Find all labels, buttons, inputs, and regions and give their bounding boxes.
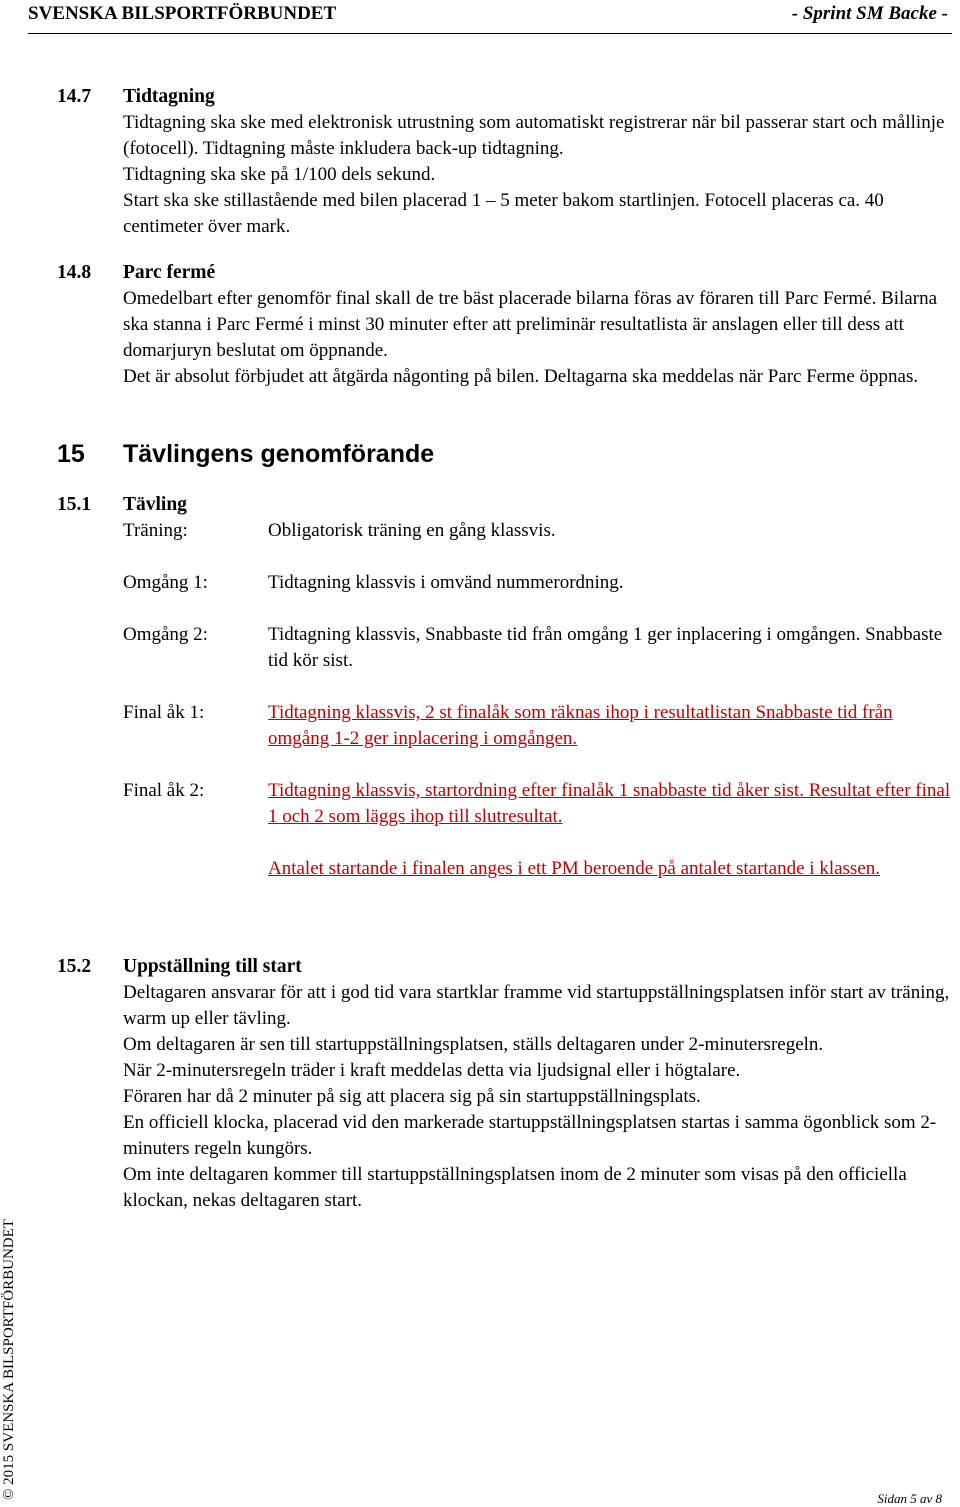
row-label: Final åk 1: — [123, 702, 205, 723]
section-title: Tävling — [123, 494, 187, 515]
paragraph: Föraren har då 2 minuter på sig att placera sig på sin startuppställningsplats. — [123, 1086, 701, 1107]
section-number: 15.2 — [57, 956, 92, 977]
paragraph: Tidtagning ska ske med elektronisk utrustning som automatiskt registrerar när bil passerar start och mållinje (fotocell). Tidtagning måste inkludera back-up tidtagning. — [123, 112, 945, 159]
row-text: Tidtagning klassvis, Snabbaste tid från omgång 1 ger inplacering i omgången. Snabbaste tid kör sist. — [268, 624, 943, 671]
section-number: 15.1 — [57, 494, 92, 515]
section-number: 14.8 — [57, 262, 92, 283]
page-number: Sidan 5 av 8 — [877, 1491, 942, 1506]
copyright-side-note: © 2015 SVENSKA BILSPORTFÖRBUNDET — [1, 1219, 17, 1500]
row-text-revised: Tidtagning klassvis, 2 st finalåk som räknas ihop i resultatlistan Snabbaste tid från omgång 1-2 ger inplacering i omgången. — [268, 702, 893, 749]
section-14-7-body — [123, 110, 953, 240]
paragraph: Start ska ske stillastående med bilen placerad 1 – 5 meter bakom startlinjen. Fotocell placeras ca. 40 centimeter över mark. — [123, 190, 884, 237]
note-text-revised: Antalet startande i finalen anges i ett PM beroende på antalet startande i klassen. — [268, 858, 881, 879]
paragraph: Det är absolut förbjudet att åtgärda någonting på bilen. Deltagarna ska meddelas när Parc Ferme öppnas. — [123, 366, 919, 387]
header-divider — [28, 33, 952, 34]
section-15-2-body — [123, 980, 953, 1214]
chapter-title: Tävlingens genomförande — [123, 440, 435, 468]
row-text: Obligatorisk träning en gång klassvis. — [268, 520, 556, 541]
section-title: Uppställning till start — [123, 956, 302, 977]
section-title: Parc fermé — [123, 262, 216, 283]
paragraph: Om deltagaren är sen till startuppställningsplatsen, ställs deltagaren under 2-minutersregeln. — [123, 1034, 824, 1055]
section-number: 14.7 — [57, 86, 92, 107]
row-label: Final åk 2: — [123, 780, 205, 801]
header-organization: SVENSKA BILSPORTFÖRBUNDET — [28, 3, 337, 24]
row-label: Träning: — [123, 520, 188, 541]
row-label: Omgång 1: — [123, 572, 208, 593]
paragraph: Omedelbart efter genomför final skall de tre bäst placerade bilarna föras av föraren till Parc Fermé. Bilarna ska stanna i Parc Fermé i minst 30 minuter efter att preliminär resultatlista är anslagen eller till dess att domarjuryn beslutat om öppnande. — [123, 288, 938, 361]
header-event: - Sprint SM Backe - — [791, 3, 948, 24]
paragraph: När 2-minutersregeln träder i kraft meddelas detta via ljudsignal eller i högtalare. — [123, 1060, 741, 1081]
paragraph: Deltagaren ansvarar för att i god tid vara startklar framme vid startuppställningsplatsen inför start av träning, warm up eller tävling. — [123, 982, 950, 1029]
row-text: Tidtagning klassvis i omvänd nummerordning. — [268, 572, 624, 593]
paragraph: Om inte deltagaren kommer till startuppställningsplatsen inom de 2 minuter som visas på den officiella klockan, nekas deltagaren start. — [123, 1164, 907, 1211]
paragraph: En officiell klocka, placerad vid den markerade startuppställningsplatsen startas i samma ögonblick som 2-minuters regeln kungörs. — [123, 1112, 937, 1159]
row-text-revised: Tidtagning klassvis, startordning efter finalåk 1 snabbaste tid åker sist. Resultat efter final 1 och 2 som läggs ihop till slutresultat. — [268, 780, 951, 827]
paragraph: Tidtagning ska ske på 1/100 dels sekund. — [123, 164, 436, 185]
row-label: Omgång 2: — [123, 624, 208, 645]
section-title: Tidtagning — [123, 86, 215, 107]
section-14-8-body — [123, 286, 953, 390]
chapter-number: 15 — [57, 440, 85, 468]
